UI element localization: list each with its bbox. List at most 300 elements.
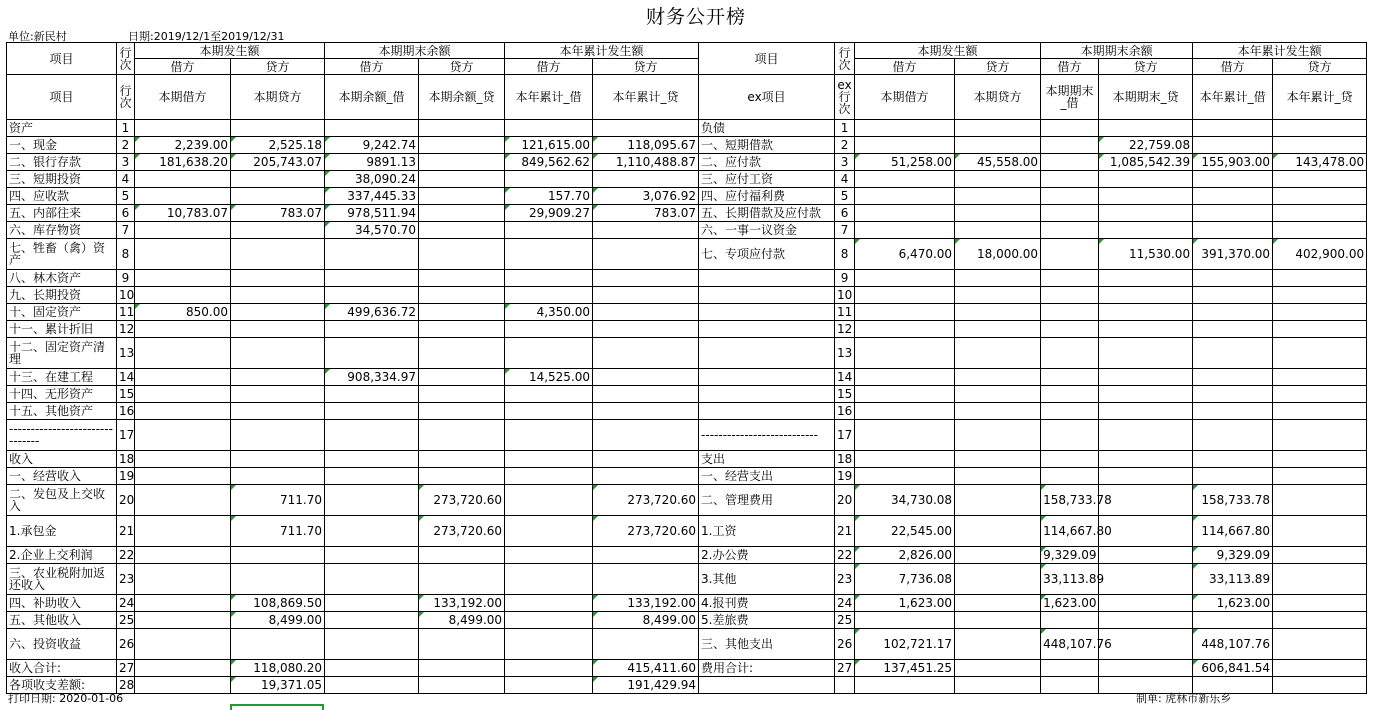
table-cell[interactable]: 1,623.00 <box>1041 595 1099 612</box>
row-number[interactable]: 18 <box>117 451 135 468</box>
table-cell[interactable] <box>1099 222 1193 239</box>
table-cell[interactable] <box>1099 287 1193 304</box>
table-cell[interactable] <box>231 120 325 137</box>
table-cell[interactable] <box>955 205 1041 222</box>
table-cell[interactable]: 1,623.00 <box>855 595 955 612</box>
table-cell[interactable] <box>1041 403 1099 420</box>
table-cell[interactable] <box>1041 287 1099 304</box>
table-cell[interactable] <box>855 287 955 304</box>
table-cell[interactable] <box>1273 137 1367 154</box>
table-cell[interactable]: 7,736.08 <box>855 564 955 595</box>
table-cell[interactable] <box>1273 516 1367 547</box>
table-cell[interactable] <box>135 386 231 403</box>
table-cell[interactable] <box>419 660 505 677</box>
row-number[interactable]: 12 <box>117 321 135 338</box>
table-cell[interactable] <box>955 270 1041 287</box>
table-cell[interactable] <box>1099 420 1193 451</box>
row-number[interactable]: 23 <box>117 564 135 595</box>
row-number[interactable]: 27 <box>117 660 135 677</box>
table-cell[interactable] <box>505 222 593 239</box>
header-debit[interactable]: 借方 <box>505 59 593 75</box>
table-cell[interactable] <box>1041 468 1099 485</box>
row-label-right[interactable] <box>699 677 835 694</box>
table-cell[interactable]: 6,470.00 <box>855 239 955 270</box>
table-cell[interactable] <box>955 120 1041 137</box>
table-cell[interactable] <box>955 137 1041 154</box>
subheader-cell[interactable]: 本期借方 <box>135 75 231 120</box>
table-cell[interactable] <box>1193 321 1273 338</box>
table-cell[interactable] <box>419 321 505 338</box>
table-cell[interactable] <box>325 420 419 451</box>
table-cell[interactable] <box>505 287 593 304</box>
row-label[interactable]: 十一、累计折旧 <box>7 321 117 338</box>
table-cell[interactable]: 273,720.60 <box>593 516 699 547</box>
table-cell[interactable] <box>855 677 955 694</box>
table-cell[interactable] <box>135 547 231 564</box>
table-cell[interactable] <box>231 222 325 239</box>
table-cell[interactable]: 121,615.00 <box>505 137 593 154</box>
table-cell[interactable] <box>325 270 419 287</box>
table-cell[interactable]: 8,499.00 <box>419 612 505 629</box>
row-number[interactable]: 26 <box>835 629 855 660</box>
row-number[interactable]: 6 <box>835 205 855 222</box>
table-cell[interactable] <box>231 629 325 660</box>
subheader-cell[interactable]: 本期贷方 <box>231 75 325 120</box>
row-label[interactable]: 二、银行存款 <box>7 154 117 171</box>
table-cell[interactable]: 14,525.00 <box>505 369 593 386</box>
table-cell[interactable] <box>505 468 593 485</box>
row-label-right[interactable]: 支出 <box>699 451 835 468</box>
table-cell[interactable]: 849,562.62 <box>505 154 593 171</box>
table-cell[interactable] <box>419 451 505 468</box>
table-cell[interactable] <box>593 239 699 270</box>
table-cell[interactable]: 850.00 <box>135 304 231 321</box>
row-number[interactable]: 20 <box>117 485 135 516</box>
table-cell[interactable] <box>325 660 419 677</box>
row-label[interactable]: 五、内部往来 <box>7 205 117 222</box>
row-number[interactable]: 3 <box>117 154 135 171</box>
table-cell[interactable] <box>593 321 699 338</box>
row-number[interactable]: 17 <box>117 420 135 451</box>
table-cell[interactable] <box>593 171 699 188</box>
subheader-cell[interactable]: ex行次 <box>835 75 855 120</box>
table-cell[interactable] <box>505 451 593 468</box>
row-label-right[interactable] <box>699 304 835 321</box>
table-cell[interactable]: 273,720.60 <box>419 485 505 516</box>
header-debit[interactable]: 借方 <box>1193 59 1273 75</box>
table-cell[interactable] <box>593 468 699 485</box>
table-cell[interactable] <box>855 403 955 420</box>
table-cell[interactable]: 711.70 <box>231 485 325 516</box>
subheader-cell[interactable]: 本年累计_贷 <box>593 75 699 120</box>
table-cell[interactable] <box>955 516 1041 547</box>
table-cell[interactable]: 1,085,542.39 <box>1099 154 1193 171</box>
table-cell[interactable]: 34,730.08 <box>855 485 955 516</box>
table-cell[interactable] <box>135 485 231 516</box>
table-cell[interactable] <box>1273 629 1367 660</box>
table-cell[interactable] <box>325 595 419 612</box>
table-cell[interactable] <box>135 287 231 304</box>
table-cell[interactable] <box>1041 386 1099 403</box>
table-cell[interactable] <box>419 386 505 403</box>
table-cell[interactable]: 155,903.00 <box>1193 154 1273 171</box>
row-number[interactable]: 12 <box>835 321 855 338</box>
table-cell[interactable]: 51,258.00 <box>855 154 955 171</box>
table-cell[interactable] <box>135 188 231 205</box>
row-label-right[interactable]: 四、应付福利费 <box>699 188 835 205</box>
table-cell[interactable] <box>1193 270 1273 287</box>
row-number[interactable]: 19 <box>835 468 855 485</box>
table-cell[interactable] <box>505 547 593 564</box>
table-cell[interactable] <box>505 564 593 595</box>
table-cell[interactable]: 181,638.20 <box>135 154 231 171</box>
table-cell[interactable] <box>231 451 325 468</box>
table-cell[interactable] <box>135 468 231 485</box>
table-cell[interactable] <box>135 595 231 612</box>
table-cell[interactable] <box>593 304 699 321</box>
header-current[interactable]: 本期发生额 <box>135 43 325 59</box>
row-number[interactable]: 24 <box>117 595 135 612</box>
header-credit[interactable]: 贷方 <box>231 59 325 75</box>
table-cell[interactable]: 402,900.00 <box>1273 239 1367 270</box>
row-number[interactable]: 4 <box>117 171 135 188</box>
table-cell[interactable] <box>505 338 593 369</box>
row-label-right[interactable]: 2.办公费 <box>699 547 835 564</box>
row-number[interactable]: 26 <box>117 629 135 660</box>
table-cell[interactable] <box>1273 287 1367 304</box>
table-cell[interactable] <box>419 403 505 420</box>
table-cell[interactable] <box>135 564 231 595</box>
row-number[interactable]: 18 <box>835 451 855 468</box>
table-cell[interactable] <box>505 629 593 660</box>
table-cell[interactable] <box>1099 369 1193 386</box>
row-label[interactable]: 八、林木资产 <box>7 270 117 287</box>
table-cell[interactable] <box>231 420 325 451</box>
table-cell[interactable] <box>955 171 1041 188</box>
table-cell[interactable] <box>1041 205 1099 222</box>
subheader-cell[interactable]: 项目 <box>7 75 117 120</box>
row-label[interactable]: 各项收支差额: <box>7 677 117 694</box>
table-cell[interactable] <box>1193 171 1273 188</box>
table-cell[interactable] <box>419 420 505 451</box>
table-cell[interactable] <box>325 120 419 137</box>
table-cell[interactable] <box>1273 171 1367 188</box>
table-cell[interactable] <box>1099 485 1193 516</box>
table-cell[interactable] <box>1273 660 1367 677</box>
table-cell[interactable] <box>135 660 231 677</box>
table-cell[interactable]: 33,113.89 <box>1193 564 1273 595</box>
table-cell[interactable] <box>1099 403 1193 420</box>
table-cell[interactable]: 9891.13 <box>325 154 419 171</box>
row-number[interactable]: 8 <box>117 239 135 270</box>
table-cell[interactable]: 273,720.60 <box>419 516 505 547</box>
header-credit[interactable]: 贷方 <box>419 59 505 75</box>
table-cell[interactable] <box>231 468 325 485</box>
table-cell[interactable] <box>505 171 593 188</box>
row-label[interactable]: 六、库存物资 <box>7 222 117 239</box>
table-cell[interactable] <box>955 188 1041 205</box>
table-cell[interactable] <box>505 120 593 137</box>
table-cell[interactable] <box>1273 677 1367 694</box>
table-cell[interactable] <box>505 270 593 287</box>
table-cell[interactable] <box>593 270 699 287</box>
row-label-right[interactable]: 三、其他支出 <box>699 629 835 660</box>
table-cell[interactable]: 19,371.05 <box>231 677 325 694</box>
table-cell[interactable]: 9,329.09 <box>1193 547 1273 564</box>
table-cell[interactable] <box>1041 304 1099 321</box>
table-cell[interactable] <box>593 369 699 386</box>
table-cell[interactable] <box>231 338 325 369</box>
subheader-cell[interactable]: 本期期末_借 <box>1041 75 1099 120</box>
table-cell[interactable] <box>593 287 699 304</box>
header-ending-right[interactable]: 本期期末余额 <box>1041 43 1193 59</box>
header-debit[interactable]: 借方 <box>1041 59 1099 75</box>
table-cell[interactable] <box>1041 338 1099 369</box>
table-cell[interactable]: 133,192.00 <box>593 595 699 612</box>
row-number[interactable]: 1 <box>835 120 855 137</box>
row-number[interactable]: 1 <box>117 120 135 137</box>
table-cell[interactable] <box>1099 612 1193 629</box>
subheader-cell[interactable]: 本期余额_贷 <box>419 75 505 120</box>
table-cell[interactable] <box>135 321 231 338</box>
table-cell[interactable] <box>1099 660 1193 677</box>
table-cell[interactable] <box>1273 304 1367 321</box>
table-cell[interactable] <box>855 304 955 321</box>
row-number[interactable]: 7 <box>117 222 135 239</box>
table-cell[interactable] <box>505 239 593 270</box>
table-cell[interactable]: 9,329.09 <box>1041 547 1099 564</box>
row-number[interactable]: 5 <box>117 188 135 205</box>
table-cell[interactable] <box>955 403 1041 420</box>
table-cell[interactable] <box>1273 188 1367 205</box>
table-cell[interactable] <box>231 287 325 304</box>
table-cell[interactable] <box>593 386 699 403</box>
table-cell[interactable] <box>419 369 505 386</box>
table-cell[interactable] <box>419 564 505 595</box>
header-item-right[interactable]: 项目 <box>699 43 835 75</box>
table-cell[interactable] <box>135 677 231 694</box>
row-number[interactable]: 25 <box>835 612 855 629</box>
table-cell[interactable] <box>955 547 1041 564</box>
table-cell[interactable] <box>419 188 505 205</box>
table-cell[interactable]: 783.07 <box>231 205 325 222</box>
table-cell[interactable] <box>855 270 955 287</box>
table-cell[interactable] <box>855 386 955 403</box>
table-cell[interactable] <box>505 677 593 694</box>
row-label-right[interactable] <box>699 287 835 304</box>
table-cell[interactable] <box>1041 420 1099 451</box>
row-label-right[interactable]: 二、管理费用 <box>699 485 835 516</box>
table-cell[interactable] <box>419 137 505 154</box>
table-cell[interactable] <box>955 629 1041 660</box>
table-cell[interactable] <box>855 612 955 629</box>
table-cell[interactable] <box>1041 612 1099 629</box>
table-cell[interactable]: 45,558.00 <box>955 154 1041 171</box>
table-cell[interactable] <box>135 420 231 451</box>
row-label[interactable]: 十、固定资产 <box>7 304 117 321</box>
table-cell[interactable]: 2,525.18 <box>231 137 325 154</box>
table-cell[interactable] <box>1041 171 1099 188</box>
table-cell[interactable] <box>325 403 419 420</box>
table-cell[interactable] <box>419 154 505 171</box>
table-cell[interactable]: 1,623.00 <box>1193 595 1273 612</box>
table-cell[interactable]: 1,110,488.87 <box>593 154 699 171</box>
table-cell[interactable] <box>231 188 325 205</box>
table-cell[interactable] <box>1193 120 1273 137</box>
table-cell[interactable] <box>419 287 505 304</box>
table-cell[interactable]: 8,499.00 <box>593 612 699 629</box>
table-cell[interactable] <box>855 321 955 338</box>
table-cell[interactable] <box>855 451 955 468</box>
table-cell[interactable] <box>325 485 419 516</box>
table-cell[interactable] <box>325 386 419 403</box>
table-cell[interactable] <box>231 239 325 270</box>
header-credit[interactable]: 贷方 <box>955 59 1041 75</box>
table-cell[interactable] <box>955 612 1041 629</box>
table-cell[interactable] <box>1273 595 1367 612</box>
row-number[interactable]: 16 <box>835 403 855 420</box>
row-label[interactable]: 十四、无形资产 <box>7 386 117 403</box>
table-cell[interactable]: 3,076.92 <box>593 188 699 205</box>
row-label-right[interactable]: 五、长期借款及应付款 <box>699 205 835 222</box>
table-cell[interactable] <box>955 222 1041 239</box>
header-row-no-right[interactable]: 行次 <box>835 43 855 75</box>
row-label-right[interactable]: 费用合计: <box>699 660 835 677</box>
table-cell[interactable] <box>231 403 325 420</box>
table-cell[interactable] <box>1099 171 1193 188</box>
table-cell[interactable] <box>325 612 419 629</box>
table-cell[interactable] <box>1041 239 1099 270</box>
row-number[interactable] <box>835 677 855 694</box>
table-cell[interactable] <box>1193 451 1273 468</box>
table-cell[interactable] <box>231 369 325 386</box>
header-credit[interactable]: 贷方 <box>1099 59 1193 75</box>
table-cell[interactable] <box>505 595 593 612</box>
table-cell[interactable] <box>1273 120 1367 137</box>
subheader-cell[interactable]: 本期借方 <box>855 75 955 120</box>
table-cell[interactable] <box>1193 205 1273 222</box>
row-number[interactable]: 27 <box>835 660 855 677</box>
table-cell[interactable] <box>419 270 505 287</box>
table-cell[interactable] <box>593 222 699 239</box>
row-label-right[interactable]: 七、专项应付款 <box>699 239 835 270</box>
table-cell[interactable] <box>135 403 231 420</box>
row-number[interactable]: 16 <box>117 403 135 420</box>
row-label[interactable]: 二、发包及上交收入 <box>7 485 117 516</box>
table-cell[interactable] <box>419 222 505 239</box>
table-cell[interactable] <box>1273 270 1367 287</box>
table-cell[interactable] <box>135 171 231 188</box>
table-cell[interactable] <box>231 547 325 564</box>
row-label-right[interactable]: 二、应付款 <box>699 154 835 171</box>
table-cell[interactable]: 4,350.00 <box>505 304 593 321</box>
row-label[interactable]: 资产 <box>7 120 117 137</box>
subheader-cell[interactable]: 行次 <box>117 75 135 120</box>
row-number[interactable]: 14 <box>835 369 855 386</box>
table-cell[interactable]: 158,733.78 <box>1193 485 1273 516</box>
table-cell[interactable]: 711.70 <box>231 516 325 547</box>
table-cell[interactable] <box>505 660 593 677</box>
table-cell[interactable] <box>419 304 505 321</box>
header-row-no[interactable]: 行次 <box>117 43 135 75</box>
table-cell[interactable] <box>593 564 699 595</box>
table-cell[interactable] <box>325 677 419 694</box>
row-label-right[interactable]: 1.工资 <box>699 516 835 547</box>
table-cell[interactable] <box>1193 612 1273 629</box>
table-cell[interactable] <box>135 629 231 660</box>
row-number[interactable]: 13 <box>117 338 135 369</box>
row-label-right[interactable]: 一、经营支出 <box>699 468 835 485</box>
table-cell[interactable]: 118,095.67 <box>593 137 699 154</box>
row-label[interactable]: 四、应收款 <box>7 188 117 205</box>
table-cell[interactable]: 118,080.20 <box>231 660 325 677</box>
row-label-right[interactable]: 3.其他 <box>699 564 835 595</box>
table-cell[interactable] <box>325 468 419 485</box>
table-cell[interactable]: 606,841.54 <box>1193 660 1273 677</box>
header-credit[interactable]: 贷方 <box>593 59 699 75</box>
row-label[interactable]: 三、农业税附加返还收入 <box>7 564 117 595</box>
table-cell[interactable] <box>135 270 231 287</box>
table-cell[interactable]: 157.70 <box>505 188 593 205</box>
subheader-cell[interactable]: ex项目 <box>699 75 835 120</box>
row-number[interactable]: 23 <box>835 564 855 595</box>
table-cell[interactable]: 102,721.17 <box>855 629 955 660</box>
table-cell[interactable]: 108,869.50 <box>231 595 325 612</box>
row-number[interactable]: 2 <box>117 137 135 154</box>
row-number[interactable]: 13 <box>835 338 855 369</box>
subheader-cell[interactable]: 本年累计_借 <box>1193 75 1273 120</box>
table-cell[interactable] <box>419 338 505 369</box>
table-cell[interactable] <box>593 547 699 564</box>
table-cell[interactable] <box>1099 188 1193 205</box>
row-number[interactable]: 14 <box>117 369 135 386</box>
row-number[interactable]: 22 <box>117 547 135 564</box>
table-cell[interactable] <box>955 287 1041 304</box>
table-cell[interactable] <box>1273 420 1367 451</box>
table-cell[interactable] <box>1193 338 1273 369</box>
table-cell[interactable]: 2,826.00 <box>855 547 955 564</box>
row-number[interactable]: 3 <box>835 154 855 171</box>
table-cell[interactable] <box>1099 468 1193 485</box>
row-label[interactable]: ------------------------------- <box>7 420 117 451</box>
table-cell[interactable] <box>593 338 699 369</box>
table-cell[interactable] <box>325 547 419 564</box>
table-cell[interactable] <box>1273 403 1367 420</box>
table-cell[interactable] <box>231 564 325 595</box>
row-number[interactable]: 15 <box>835 386 855 403</box>
table-cell[interactable] <box>135 222 231 239</box>
row-label-right[interactable]: --------------------------- <box>699 420 835 451</box>
table-cell[interactable] <box>955 595 1041 612</box>
table-cell[interactable] <box>135 338 231 369</box>
table-cell[interactable]: 8,499.00 <box>231 612 325 629</box>
table-cell[interactable] <box>593 120 699 137</box>
table-cell[interactable] <box>1099 270 1193 287</box>
table-cell[interactable] <box>1041 369 1099 386</box>
table-cell[interactable] <box>231 386 325 403</box>
table-cell[interactable] <box>855 468 955 485</box>
table-cell[interactable] <box>135 239 231 270</box>
subheader-cell[interactable]: 本期期末_贷 <box>1099 75 1193 120</box>
table-cell[interactable]: 22,759.08 <box>1099 137 1193 154</box>
header-ytd-right[interactable]: 本年累计发生额 <box>1193 43 1367 59</box>
table-cell[interactable] <box>505 420 593 451</box>
table-cell[interactable] <box>135 516 231 547</box>
table-cell[interactable]: 499,636.72 <box>325 304 419 321</box>
table-cell[interactable] <box>505 403 593 420</box>
table-cell[interactable]: 205,743.07 <box>231 154 325 171</box>
row-number[interactable]: 10 <box>117 287 135 304</box>
